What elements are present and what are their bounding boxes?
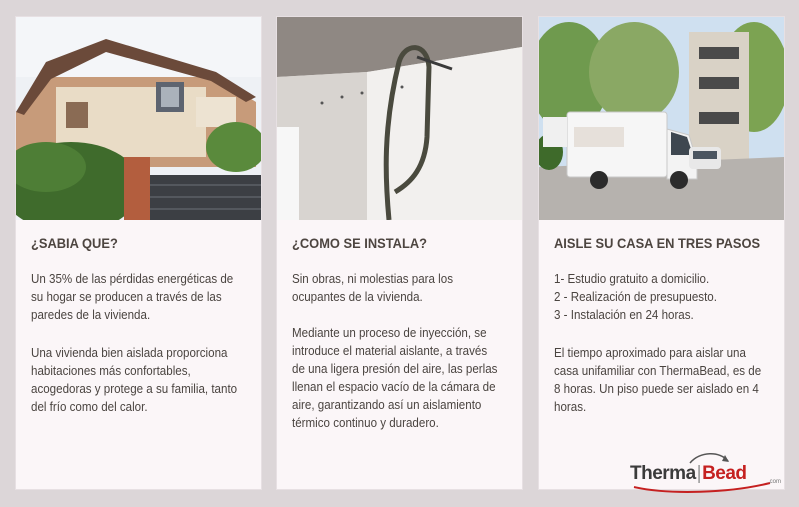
logo-suffix: .com (768, 479, 782, 485)
house-illustration (16, 17, 261, 220)
van-illustration (539, 17, 784, 220)
steps-list (554, 270, 764, 324)
logo-wordmark (630, 463, 747, 485)
logo-part-therma: Therma (630, 463, 696, 484)
wall-injection-illustration (277, 17, 522, 220)
card-title: ¿COMO SE INSTALA? (292, 235, 427, 251)
step-item: 2 - Realización de presupuesto. (554, 290, 717, 304)
card-title: ¿SABIA QUE? (31, 235, 118, 251)
van-photo (539, 17, 784, 220)
thermabead-logo (630, 449, 780, 495)
card-paragraph: Sin obras, ni molestias para los ocupantes de la vivienda. (292, 272, 453, 304)
info-card-sabia-que (16, 17, 261, 489)
card-paragraph: Una vivienda bien aislada proporciona habitaciones más confortables, acogedoras y protege a su familia, tanto del frío como del calor. (31, 346, 238, 414)
house-photo (16, 17, 261, 220)
card-title: AISLE SU CASA EN TRES PASOS (554, 235, 761, 251)
card-paragraph: Un 35% de las pérdidas energéticas de su hogar se producen a través de las paredes de la vivienda. (31, 272, 234, 322)
logo-divider: | (696, 463, 702, 484)
installation-photo (277, 17, 522, 220)
info-card-tres-pasos (539, 17, 784, 489)
card-paragraph: Mediante un proceso de inyección, se introduce el material aislante, a través de una ligera presión del aire, las perlas llenan el espacio vacío de la cámara de aire, garantizando así un aislamiento térmico continuo y duradero. (292, 326, 498, 430)
card-paragraph: El tiempo aproximado para aislar una casa unifamiliar con ThermaBead, es de 8 horas. Un piso puede ser aislado en 4 horas. (554, 346, 762, 414)
info-card-como-se-instala (277, 17, 522, 489)
step-item: 1- Estudio gratuito a domicilio. (554, 272, 710, 286)
logo-part-bead: Bead (702, 463, 747, 484)
step-item: 3 - Instalación en 24 horas. (554, 308, 694, 322)
